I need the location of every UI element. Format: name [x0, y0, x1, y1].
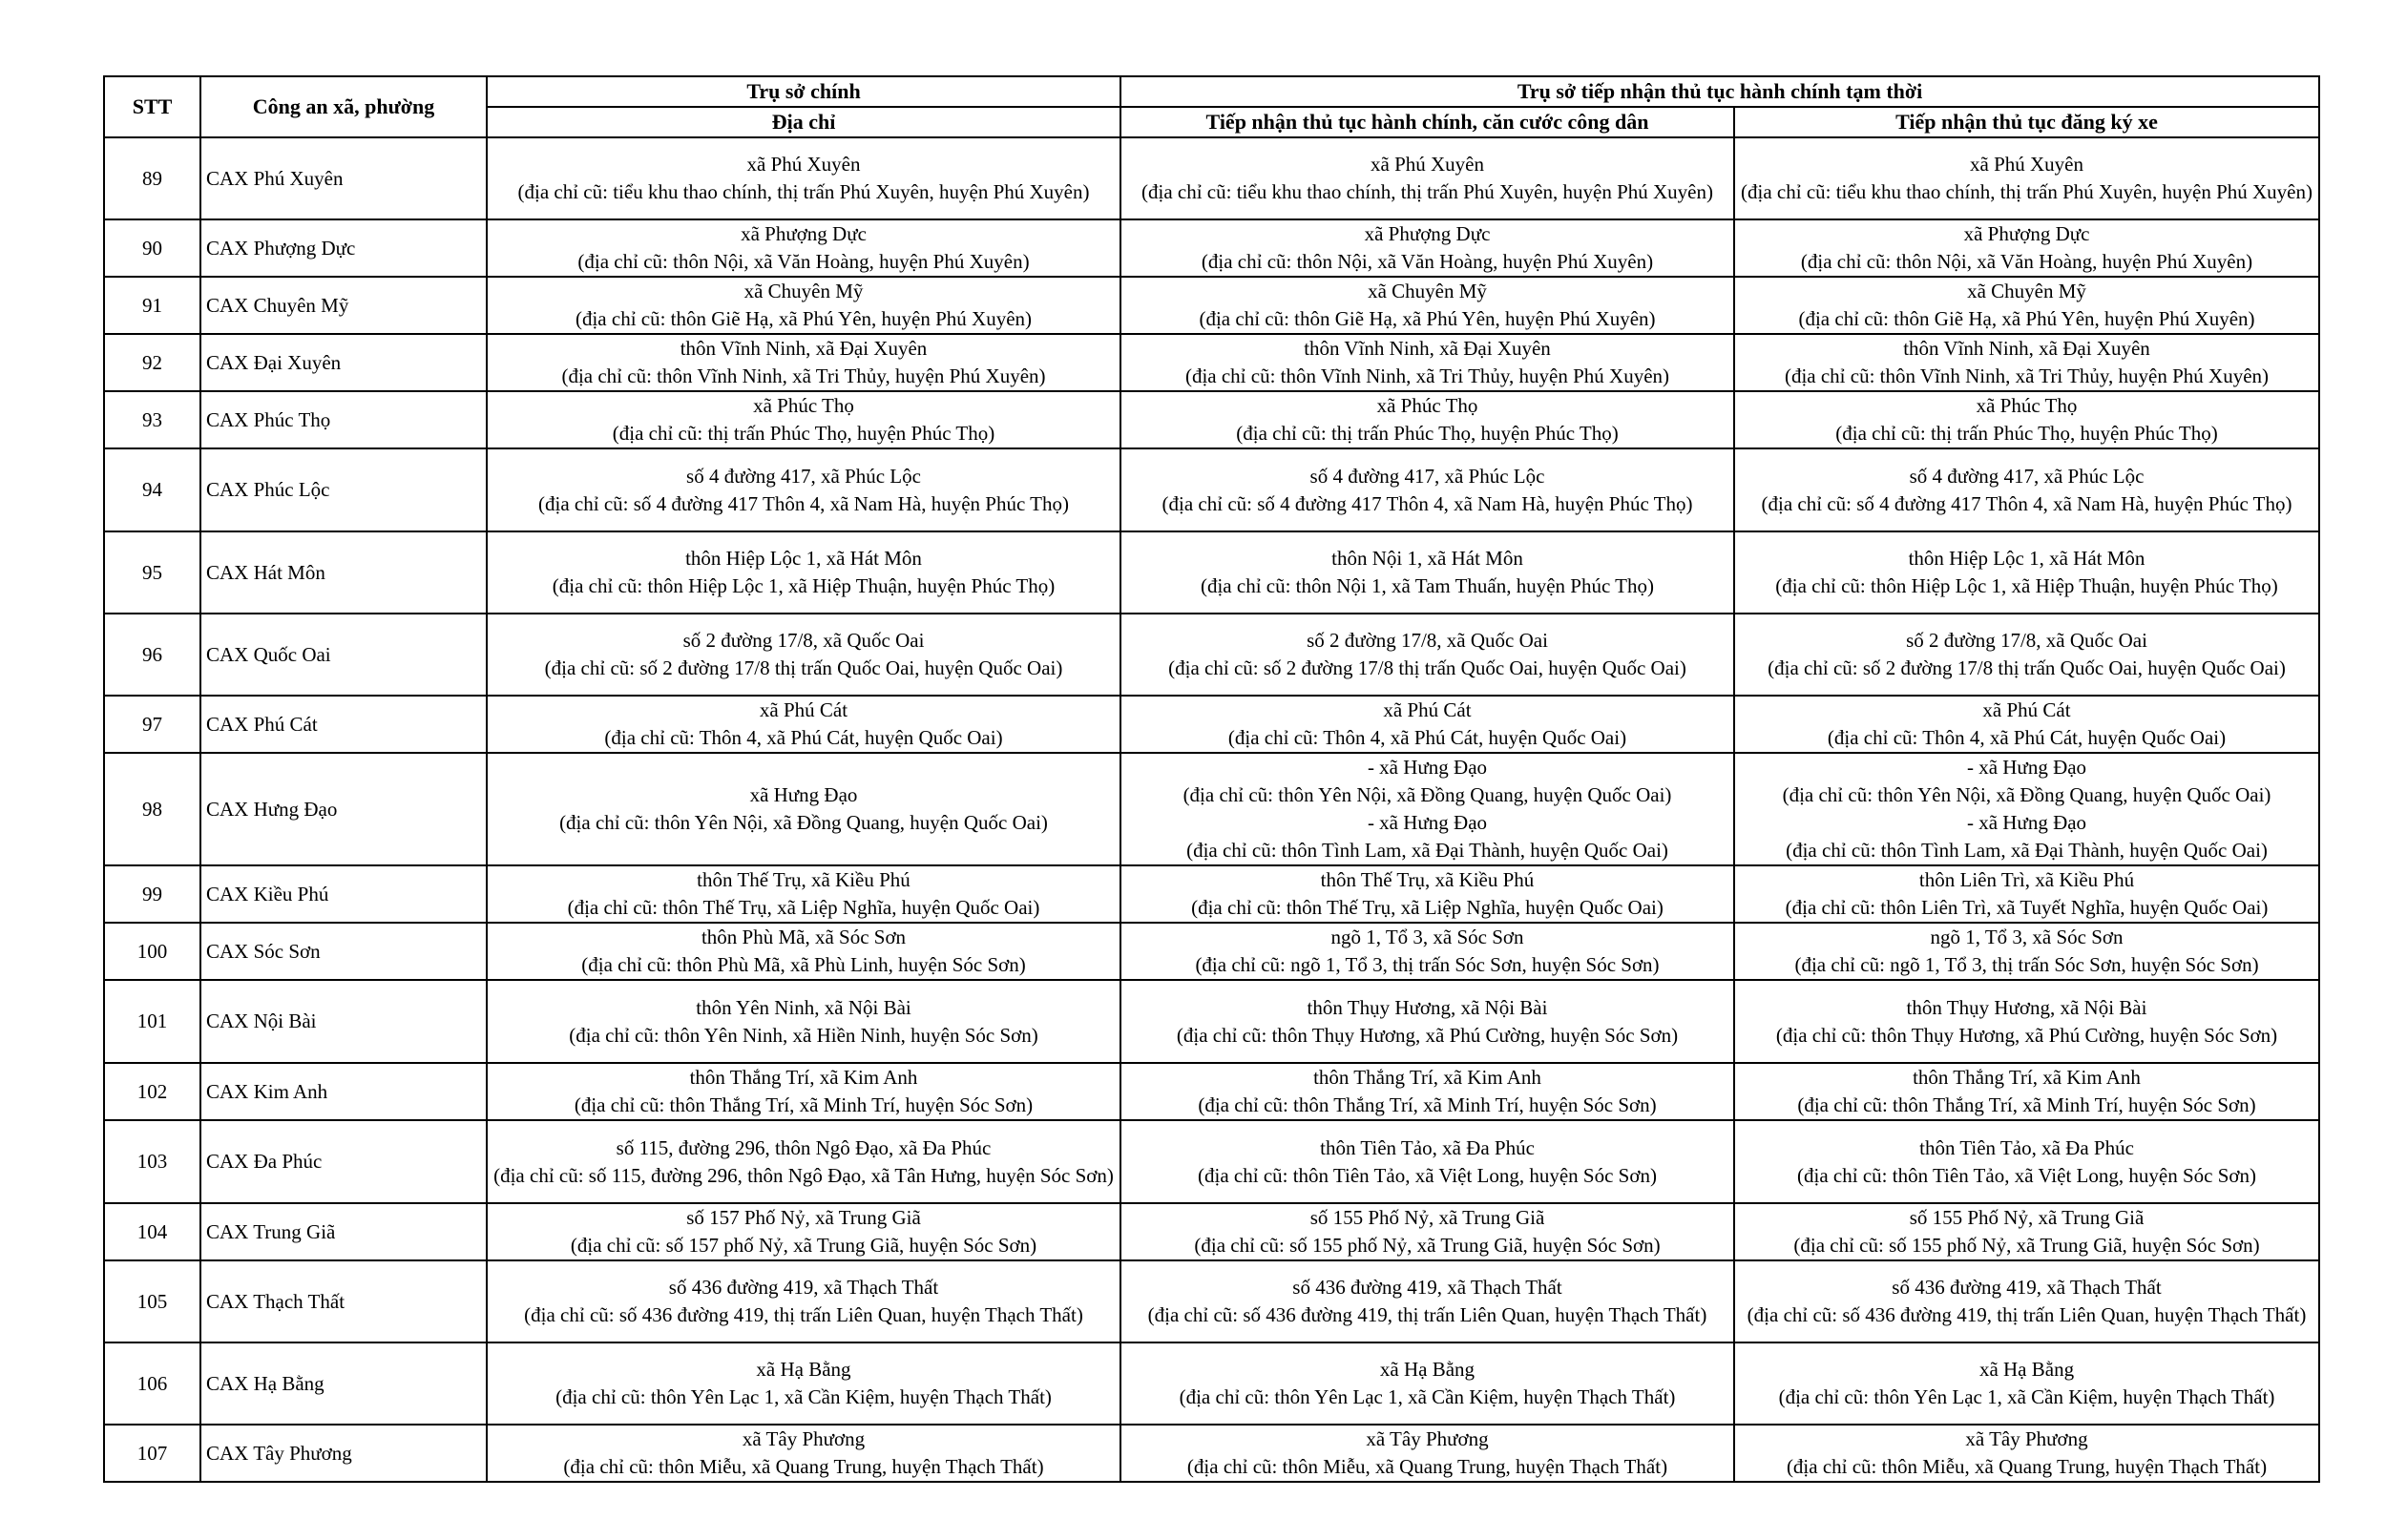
address-line: xã Phú Cát — [1383, 698, 1472, 721]
cell-main-address — [487, 696, 1120, 753]
cell-stt: 103 — [104, 1120, 200, 1203]
table-row — [104, 277, 2319, 334]
cell-unit: CAX Quốc Oai — [200, 614, 487, 696]
cell-admin-address — [1120, 1425, 1734, 1482]
address-line: xã Chuyên Mỹ — [1368, 280, 1487, 302]
address-line: xã Tây Phương — [1366, 1427, 1489, 1450]
old-address-line: (địa chỉ cũ: thôn Giẽ Hạ, xã Phú Yên, huyện Phú Xuyên) — [575, 307, 1033, 330]
old-address-line: (địa chỉ cũ: thôn Vĩnh Ninh, xã Tri Thủy, huyện Phú Xuyên) — [1784, 364, 2270, 387]
cell-admin-address — [1120, 865, 1734, 923]
address-line: xã Phúc Thọ — [1376, 394, 1478, 417]
address-line: thôn Thắng Trí, xã Kim Anh — [1913, 1066, 2141, 1089]
cell-main-address — [487, 1120, 1120, 1203]
table-row — [104, 1203, 2319, 1260]
address-line: thôn Liên Trì, xã Kiều Phú — [1918, 868, 2135, 891]
cell-unit: CAX Phú Cát — [200, 696, 487, 753]
cell-main-address — [487, 1203, 1120, 1260]
address-line: xã Tây Phương — [742, 1427, 866, 1450]
table-row — [104, 1425, 2319, 1482]
header-unit: Công an xã, phường — [200, 76, 487, 137]
old-address-line: (địa chỉ cũ: thôn Phù Mã, xã Phù Linh, huyện Sóc Sơn) — [581, 953, 1026, 976]
table-row — [104, 1260, 2319, 1342]
cell-stt: 91 — [104, 277, 200, 334]
old-address-line: (địa chỉ cũ: thôn Yên Nội, xã Đồng Quang, huyện Quốc Oai) — [1782, 783, 2271, 806]
old-address-line: (địa chỉ cũ: thị trấn Phúc Thọ, huyện Phúc Thọ) — [612, 422, 995, 445]
address-line: số 115, đường 296, thôn Ngô Đạo, xã Đa Phúc — [616, 1135, 992, 1159]
cell-unit: CAX Phượng Dực — [200, 219, 487, 277]
address-line: xã Phượng Dực — [1364, 222, 1491, 245]
address-line: số 157 Phố Nỷ, xã Trung Giã — [686, 1206, 921, 1229]
cell-stt: 107 — [104, 1425, 200, 1482]
table-row — [104, 865, 2319, 923]
cell-admin-address — [1120, 753, 1734, 865]
old-address-line: (địa chỉ cũ: thôn Nội, xã Văn Hoàng, huyện Phú Xuyên) — [1800, 250, 2253, 273]
cell-vehicle-address — [1734, 219, 2319, 277]
table-row — [104, 1342, 2319, 1425]
cell-unit: CAX Hưng Đạo — [200, 753, 487, 865]
address-line: xã Phượng Dực — [741, 222, 867, 245]
cell-main-address — [487, 753, 1120, 865]
old-address-line: (địa chỉ cũ: tiểu khu thao chính, thị trấn Phú Xuyên, huyện Phú Xuyên) — [1141, 180, 1713, 203]
cell-vehicle-address — [1734, 1342, 2319, 1425]
old-address-line: (địa chỉ cũ: thôn Thế Trụ, xã Liệp Nghĩa, huyện Quốc Oai) — [567, 896, 1040, 919]
header-admin-id: Tiếp nhận thủ tục hành chính, căn cước công dân — [1120, 107, 1734, 137]
table-row — [104, 137, 2319, 219]
old-address-line: (địa chỉ cũ: số 436 đường 419, thị trấn Liên Quan, huyện Thạch Thất) — [1147, 1303, 1707, 1326]
table-row — [104, 753, 2319, 865]
address-line: thôn Vĩnh Ninh, xã Đại Xuyên — [1903, 337, 2150, 360]
cell-admin-address — [1120, 334, 1734, 391]
address-line: số 155 Phố Nỷ, xã Trung Giã — [1309, 1206, 1545, 1229]
old-address-line: (địa chỉ cũ: số 155 phố Nỷ, xã Trung Giã, huyện Sóc Sơn) — [1793, 1234, 2260, 1257]
police-office-table — [103, 75, 2320, 1483]
cell-vehicle-address — [1734, 334, 2319, 391]
header-main-office: Trụ sở chính — [487, 76, 1120, 107]
address-line: - xã Hưng Đạo — [1966, 811, 2087, 834]
cell-main-address — [487, 1425, 1120, 1482]
cell-stt: 102 — [104, 1063, 200, 1120]
cell-vehicle-address — [1734, 614, 2319, 696]
cell-unit: CAX Phú Xuyên — [200, 137, 487, 219]
address-line: - xã Hưng Đạo — [1966, 756, 2087, 779]
cell-vehicle-address — [1734, 696, 2319, 753]
address-line: số 4 đường 417, xã Phúc Lộc — [686, 464, 921, 488]
cell-main-address — [487, 334, 1120, 391]
table-header — [104, 76, 2319, 137]
address-line: thôn Hiệp Lộc 1, xã Hát Môn — [685, 547, 922, 570]
cell-unit: CAX Sóc Sơn — [200, 923, 487, 980]
cell-stt: 92 — [104, 334, 200, 391]
table-row — [104, 391, 2319, 448]
table-row — [104, 219, 2319, 277]
old-address-line: (địa chỉ cũ: thôn Yên Nội, xã Đồng Quang, huyện Quốc Oai) — [559, 811, 1048, 834]
cell-admin-address — [1120, 531, 1734, 614]
address-line: xã Phú Cát — [759, 698, 848, 721]
table-row — [104, 1120, 2319, 1203]
address-line: xã Phú Xuyên — [746, 153, 861, 176]
address-line: xã Hạ Bằng — [1379, 1358, 1476, 1381]
cell-unit: CAX Đa Phúc — [200, 1120, 487, 1203]
old-address-line: (địa chỉ cũ: thôn Vĩnh Ninh, xã Tri Thủy, huyện Phú Xuyên) — [1184, 364, 1670, 387]
address-line: xã Tây Phương — [1965, 1427, 2088, 1450]
cell-stt: 101 — [104, 980, 200, 1063]
cell-admin-address — [1120, 219, 1734, 277]
old-address-line: (địa chỉ cũ: thôn Thụy Hương, xã Phú Cường, huyện Sóc Sơn) — [1775, 1023, 2278, 1047]
old-address-line: (địa chỉ cũ: số 4 đường 417 Thôn 4, xã Nam Hà, huyện Phúc Thọ) — [538, 491, 1069, 515]
old-address-line: (địa chỉ cũ: thôn Thắng Trí, xã Minh Trí, huyện Sóc Sơn) — [1797, 1093, 2256, 1116]
address-line: thôn Nội 1, xã Hát Môn — [1331, 547, 1523, 570]
cell-unit: CAX Hạ Bằng — [200, 1342, 487, 1425]
address-line: số 2 đường 17/8, xã Quốc Oai — [1307, 629, 1548, 652]
header-address: Địa chỉ — [487, 107, 1120, 137]
old-address-line: (địa chỉ cũ: thôn Thắng Trí, xã Minh Trí, huyện Sóc Sơn) — [574, 1093, 1034, 1116]
cell-main-address — [487, 219, 1120, 277]
old-address-line: (địa chỉ cũ: Thôn 4, xã Phú Cát, huyện Quốc Oai) — [604, 726, 1003, 749]
cell-unit: CAX Kim Anh — [200, 1063, 487, 1120]
address-line: thôn Hiệp Lộc 1, xã Hát Môn — [1908, 547, 2145, 570]
cell-stt: 89 — [104, 137, 200, 219]
address-line: thôn Thụy Hương, xã Nội Bài — [1307, 995, 1548, 1019]
old-address-line: (địa chỉ cũ: số 4 đường 417 Thôn 4, xã Nam Hà, huyện Phúc Thọ) — [1162, 491, 1693, 515]
header-stt: STT — [104, 76, 200, 137]
address-line: - xã Hưng Đạo — [1367, 756, 1488, 779]
address-line: số 436 đường 419, xã Thạch Thất — [1892, 1276, 2162, 1299]
old-address-line: (địa chỉ cũ: Thôn 4, xã Phú Cát, huyện Quốc Oai) — [1827, 726, 2227, 749]
old-address-line: (địa chỉ cũ: thôn Tình Lam, xã Đại Thành, huyện Quốc Oai) — [1186, 839, 1668, 862]
cell-main-address — [487, 614, 1120, 696]
old-address-line: (địa chỉ cũ: thôn Miễu, xã Quang Trung, huyện Thạch Thất) — [563, 1455, 1044, 1478]
old-address-line: (địa chỉ cũ: số 2 đường 17/8 thị trấn Quốc Oai, huyện Quốc Oai) — [1768, 656, 2286, 679]
cell-unit: CAX Chuyên Mỹ — [200, 277, 487, 334]
cell-stt: 95 — [104, 531, 200, 614]
address-line: thôn Thắng Trí, xã Kim Anh — [1313, 1066, 1541, 1089]
address-line: - xã Hưng Đạo — [1367, 811, 1488, 834]
old-address-line: (địa chỉ cũ: thôn Nội 1, xã Tam Thuấn, huyện Phúc Thọ) — [1200, 574, 1655, 597]
cell-admin-address — [1120, 1120, 1734, 1203]
cell-unit: CAX Nội Bài — [200, 980, 487, 1063]
old-address-line: (địa chỉ cũ: số 115, đường 296, thôn Ngô Đạo, xã Tân Hưng, huyện Sóc Sơn) — [493, 1163, 1114, 1187]
address-line: số 2 đường 17/8, xã Quốc Oai — [1906, 629, 2147, 652]
cell-admin-address — [1120, 1203, 1734, 1260]
cell-main-address — [487, 1260, 1120, 1342]
old-address-line: (địa chỉ cũ: thôn Thụy Hương, xã Phú Cường, huyện Sóc Sơn) — [1176, 1023, 1679, 1047]
old-address-line: (địa chỉ cũ: thôn Vĩnh Ninh, xã Tri Thủy, huyện Phú Xuyên) — [561, 364, 1046, 387]
cell-stt: 104 — [104, 1203, 200, 1260]
cell-stt: 98 — [104, 753, 200, 865]
cell-admin-address — [1120, 923, 1734, 980]
address-line: thôn Thắng Trí, xã Kim Anh — [689, 1066, 918, 1089]
cell-stt: 94 — [104, 448, 200, 531]
old-address-line: (địa chỉ cũ: số 2 đường 17/8 thị trấn Quốc Oai, huyện Quốc Oai) — [1168, 656, 1686, 679]
cell-vehicle-address — [1734, 1203, 2319, 1260]
cell-admin-address — [1120, 1260, 1734, 1342]
address-line: thôn Phù Mã, xã Sóc Sơn — [701, 926, 907, 948]
old-address-line: (địa chỉ cũ: số 155 phố Nỷ, xã Trung Giã, huyện Sóc Sơn) — [1194, 1234, 1661, 1257]
cell-stt: 100 — [104, 923, 200, 980]
cell-vehicle-address — [1734, 923, 2319, 980]
table-body — [104, 137, 2319, 1482]
cell-vehicle-address — [1734, 1260, 2319, 1342]
cell-main-address — [487, 531, 1120, 614]
address-line: ngõ 1, Tổ 3, xã Sóc Sơn — [1930, 926, 2124, 948]
address-line: xã Chuyên Mỹ — [1967, 280, 2086, 302]
cell-stt: 90 — [104, 219, 200, 277]
cell-admin-address — [1120, 614, 1734, 696]
old-address-line: (địa chỉ cũ: số 2 đường 17/8 thị trấn Quốc Oai, huyện Quốc Oai) — [544, 656, 1063, 679]
cell-admin-address — [1120, 696, 1734, 753]
address-line: xã Hưng Đạo — [749, 783, 858, 806]
cell-vehicle-address — [1734, 1425, 2319, 1482]
table-row — [104, 448, 2319, 531]
cell-main-address — [487, 137, 1120, 219]
cell-stt: 97 — [104, 696, 200, 753]
cell-vehicle-address — [1734, 753, 2319, 865]
cell-main-address — [487, 391, 1120, 448]
cell-admin-address — [1120, 1342, 1734, 1425]
header-temp-office: Trụ sở tiếp nhận thủ tục hành chính tạm thời — [1120, 76, 2319, 107]
address-line: xã Phú Xuyên — [1371, 153, 1484, 176]
address-line: thôn Tiên Tảo, xã Đa Phúc — [1919, 1135, 2134, 1159]
address-line: thôn Tiên Tảo, xã Đa Phúc — [1320, 1135, 1535, 1159]
table-row — [104, 696, 2319, 753]
address-line: thôn Thế Trụ, xã Kiều Phú — [697, 868, 910, 891]
cell-main-address — [487, 1063, 1120, 1120]
address-line: xã Phú Cát — [1982, 698, 2071, 721]
old-address-line: (địa chỉ cũ: ngõ 1, Tổ 3, thị trấn Sóc Sơn, huyện Sóc Sơn) — [1195, 953, 1660, 976]
table-row — [104, 334, 2319, 391]
cell-unit: CAX Phúc Thọ — [200, 391, 487, 448]
cell-main-address — [487, 277, 1120, 334]
cell-unit: CAX Phúc Lộc — [200, 448, 487, 531]
old-address-line: (địa chỉ cũ: thôn Tình Lam, xã Đại Thành, huyện Quốc Oai) — [1786, 839, 2268, 862]
old-address-line: (địa chỉ cũ: thôn Tiên Tảo, xã Việt Long, huyện Sóc Sơn) — [1797, 1163, 2256, 1187]
cell-vehicle-address — [1734, 277, 2319, 334]
old-address-line: (địa chỉ cũ: thôn Giẽ Hạ, xã Phú Yên, huyện Phú Xuyên) — [1199, 307, 1656, 330]
cell-admin-address — [1120, 980, 1734, 1063]
cell-stt: 96 — [104, 614, 200, 696]
cell-vehicle-address — [1734, 1063, 2319, 1120]
old-address-line: (địa chỉ cũ: thôn Giẽ Hạ, xã Phú Yên, huyện Phú Xuyên) — [1798, 307, 2255, 330]
old-address-line: (địa chỉ cũ: thôn Hiệp Lộc 1, xã Hiệp Thuận, huyện Phúc Thọ) — [552, 574, 1056, 597]
old-address-line: (địa chỉ cũ: thị trấn Phúc Thọ, huyện Phúc Thọ) — [1835, 422, 2218, 445]
address-line: thôn Thế Trụ, xã Kiều Phú — [1320, 868, 1535, 891]
old-address-line: (địa chỉ cũ: số 157 phố Nỷ, xã Trung Giã, huyện Sóc Sơn) — [570, 1234, 1037, 1257]
old-address-line: (địa chỉ cũ: tiểu khu thao chính, thị trấn Phú Xuyên, huyện Phú Xuyên) — [517, 180, 1090, 203]
cell-admin-address — [1120, 277, 1734, 334]
cell-stt: 106 — [104, 1342, 200, 1425]
cell-vehicle-address — [1734, 865, 2319, 923]
address-line: số 155 Phố Nỷ, xã Trung Giã — [1909, 1206, 2145, 1229]
old-address-line: (địa chỉ cũ: thôn Yên Lạc 1, xã Cần Kiệm, huyện Thạch Thất) — [1179, 1385, 1676, 1408]
table-row — [104, 980, 2319, 1063]
address-line: xã Chuyên Mỹ — [743, 280, 864, 302]
old-address-line: (địa chỉ cũ: số 436 đường 419, thị trấn Liên Quan, huyện Thạch Thất) — [524, 1303, 1083, 1326]
address-line: xã Phúc Thọ — [1976, 394, 2078, 417]
old-address-line: (địa chỉ cũ: số 436 đường 419, thị trấn Liên Quan, huyện Thạch Thất) — [1747, 1303, 2307, 1326]
old-address-line: (địa chỉ cũ: thôn Yên Nội, xã Đồng Quang, huyện Quốc Oai) — [1183, 783, 1672, 806]
address-line: thôn Vĩnh Ninh, xã Đại Xuyên — [680, 337, 928, 360]
cell-main-address — [487, 865, 1120, 923]
cell-vehicle-address — [1734, 980, 2319, 1063]
old-address-line: (địa chỉ cũ: thôn Thế Trụ, xã Liệp Nghĩa, huyện Quốc Oai) — [1191, 896, 1664, 919]
cell-unit: CAX Thạch Thất — [200, 1260, 487, 1342]
header-vehicle: Tiếp nhận thủ tục đăng ký xe — [1734, 107, 2319, 137]
cell-vehicle-address — [1734, 391, 2319, 448]
cell-stt: 99 — [104, 865, 200, 923]
old-address-line: (địa chỉ cũ: thôn Liên Trì, xã Tuyết Nghĩa, huyện Quốc Oai) — [1785, 896, 2269, 919]
cell-vehicle-address — [1734, 137, 2319, 219]
address-line: thôn Yên Ninh, xã Nội Bài — [696, 995, 911, 1019]
cell-admin-address — [1120, 448, 1734, 531]
address-line: xã Hạ Bằng — [756, 1358, 851, 1381]
cell-admin-address — [1120, 1063, 1734, 1120]
cell-unit: CAX Hát Môn — [200, 531, 487, 614]
old-address-line: (địa chỉ cũ: thôn Thắng Trí, xã Minh Trí, huyện Sóc Sơn) — [1198, 1093, 1657, 1116]
old-address-line: (địa chỉ cũ: thôn Nội, xã Văn Hoàng, huyện Phú Xuyên) — [577, 250, 1030, 273]
table-row — [104, 923, 2319, 980]
address-line: số 4 đường 417, xã Phúc Lộc — [1909, 464, 2145, 488]
cell-main-address — [487, 448, 1120, 531]
address-line: thôn Vĩnh Ninh, xã Đại Xuyên — [1304, 337, 1551, 360]
address-line: ngõ 1, Tổ 3, xã Sóc Sơn — [1330, 926, 1524, 948]
address-line: xã Phúc Thọ — [753, 394, 854, 417]
old-address-line: (địa chỉ cũ: số 4 đường 417 Thôn 4, xã Nam Hà, huyện Phúc Thọ) — [1761, 491, 2292, 515]
old-address-line: (địa chỉ cũ: thị trấn Phúc Thọ, huyện Phúc Thọ) — [1236, 422, 1619, 445]
old-address-line: (địa chỉ cũ: thôn Yên Ninh, xã Hiền Ninh, huyện Sóc Sơn) — [569, 1023, 1038, 1047]
table-row — [104, 531, 2319, 614]
old-address-line: (địa chỉ cũ: thôn Nội, xã Văn Hoàng, huyện Phú Xuyên) — [1201, 250, 1654, 273]
cell-main-address — [487, 1342, 1120, 1425]
address-line: xã Phượng Dực — [1963, 222, 2090, 245]
cell-vehicle-address — [1734, 448, 2319, 531]
cell-vehicle-address — [1734, 531, 2319, 614]
cell-unit: CAX Đại Xuyên — [200, 334, 487, 391]
address-line: số 436 đường 419, xã Thạch Thất — [1292, 1276, 1562, 1299]
old-address-line: (địa chỉ cũ: thôn Miễu, xã Quang Trung, huyện Thạch Thất) — [1786, 1455, 2268, 1478]
old-address-line: (địa chỉ cũ: thôn Miễu, xã Quang Trung, huyện Thạch Thất) — [1186, 1455, 1668, 1478]
address-line: thôn Thụy Hương, xã Nội Bài — [1906, 995, 2147, 1019]
old-address-line: (địa chỉ cũ: thôn Yên Lạc 1, xã Cần Kiệm, huyện Thạch Thất) — [1778, 1385, 2275, 1408]
cell-unit: CAX Tây Phương — [200, 1425, 487, 1482]
table-row — [104, 614, 2319, 696]
cell-main-address — [487, 923, 1120, 980]
old-address-line: (địa chỉ cũ: thôn Hiệp Lộc 1, xã Hiệp Thuận, huyện Phúc Thọ) — [1775, 574, 2278, 597]
old-address-line: (địa chỉ cũ: ngõ 1, Tổ 3, thị trấn Sóc Sơn, huyện Sóc Sơn) — [1794, 953, 2259, 976]
cell-stt: 105 — [104, 1260, 200, 1342]
old-address-line: (địa chỉ cũ: thôn Tiên Tảo, xã Việt Long, huyện Sóc Sơn) — [1198, 1163, 1657, 1187]
cell-vehicle-address — [1734, 1120, 2319, 1203]
old-address-line: (địa chỉ cũ: thôn Yên Lạc 1, xã Cần Kiệm, huyện Thạch Thất) — [555, 1385, 1052, 1408]
table-row — [104, 1063, 2319, 1120]
cell-unit: CAX Kiều Phú — [200, 865, 487, 923]
address-line: xã Phú Xuyên — [1970, 153, 2083, 176]
old-address-line: (địa chỉ cũ: tiểu khu thao chính, thị trấn Phú Xuyên, huyện Phú Xuyên) — [1741, 180, 2313, 203]
address-line: số 436 đường 419, xã Thạch Thất — [668, 1276, 939, 1299]
cell-unit: CAX Trung Giã — [200, 1203, 487, 1260]
address-line: xã Hạ Bằng — [1978, 1358, 2075, 1381]
address-line: số 4 đường 417, xã Phúc Lộc — [1309, 464, 1545, 488]
cell-main-address — [487, 980, 1120, 1063]
old-address-line: (địa chỉ cũ: Thôn 4, xã Phú Cát, huyện Quốc Oai) — [1227, 726, 1627, 749]
cell-stt: 93 — [104, 391, 200, 448]
cell-admin-address — [1120, 137, 1734, 219]
cell-admin-address — [1120, 391, 1734, 448]
address-line: số 2 đường 17/8, xã Quốc Oai — [682, 629, 925, 652]
